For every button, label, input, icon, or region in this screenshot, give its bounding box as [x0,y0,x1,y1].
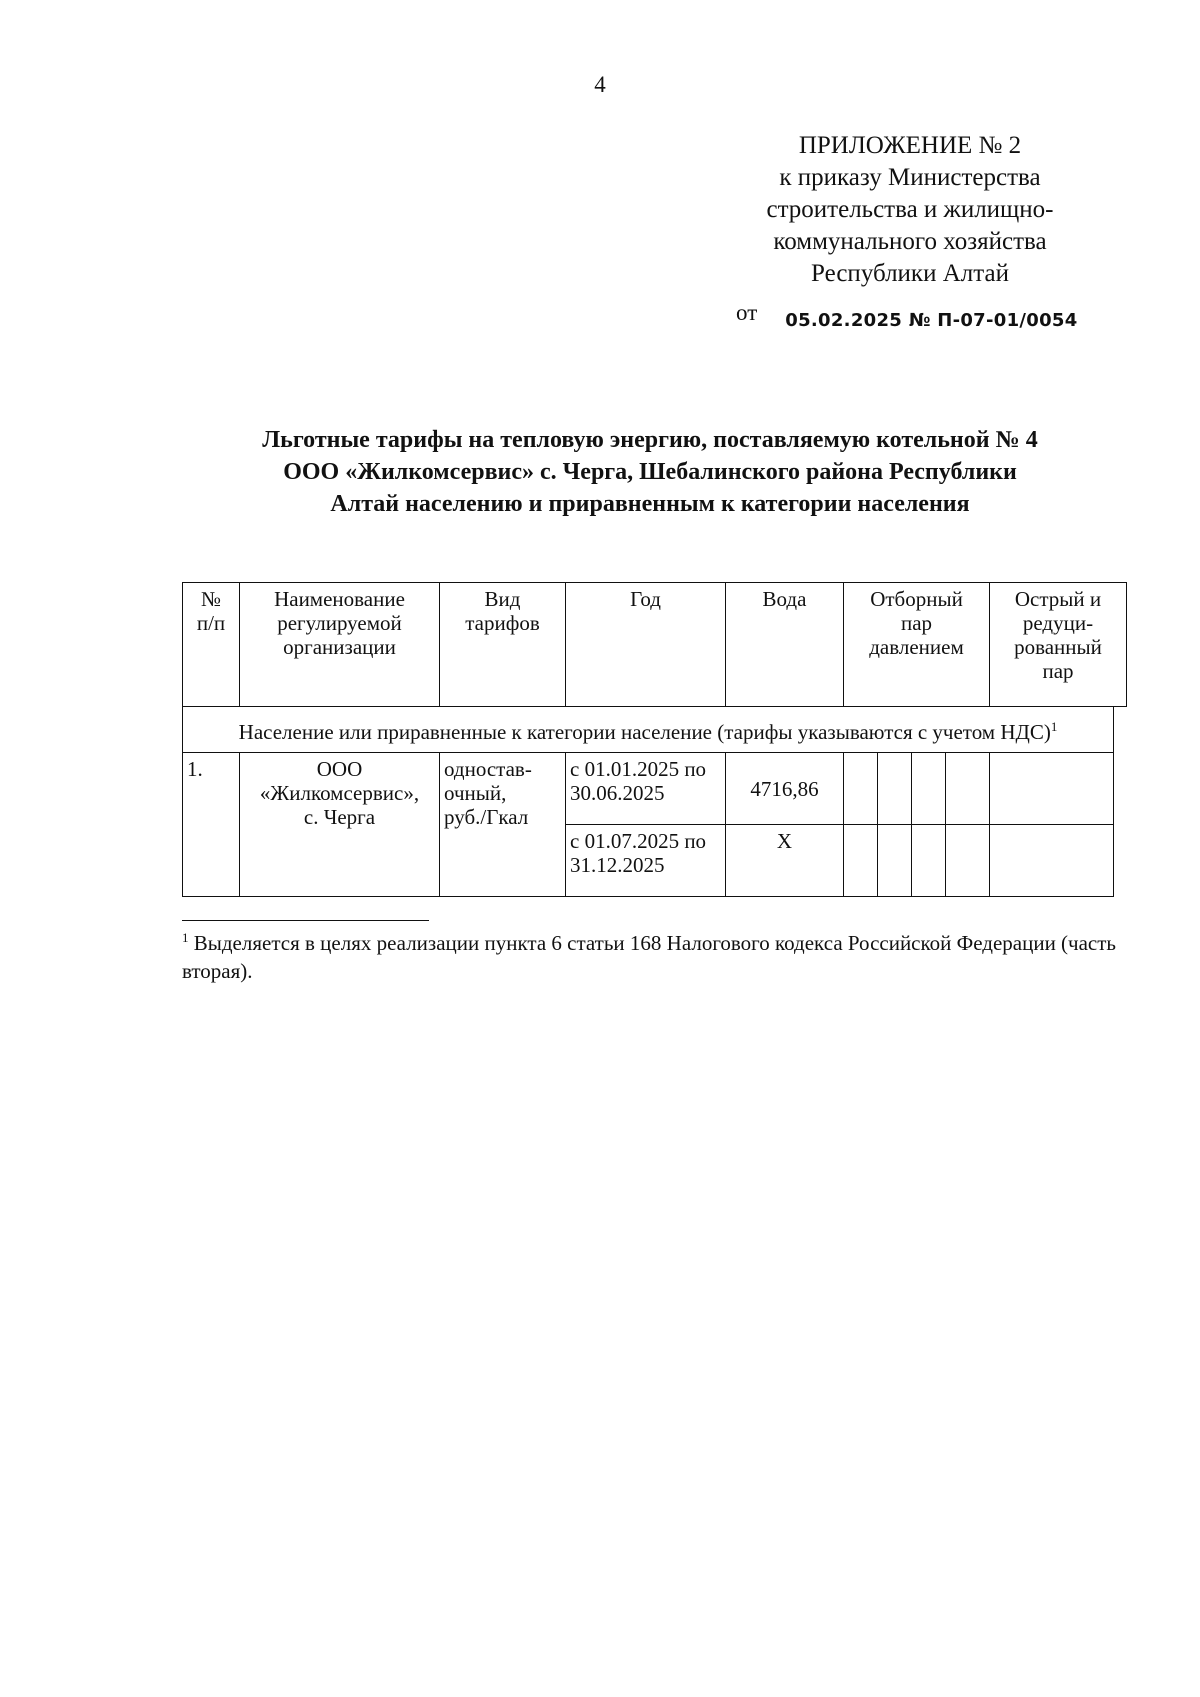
appendix-line: ПРИЛОЖЕНИЕ № 2 [798,132,1022,159]
empty-cell [946,825,990,897]
blank-cell [1114,707,1127,753]
header-organization: Наименование регулируемой организации [240,583,440,707]
header-num: № п/п [183,583,240,707]
appendix-line: строительства и жилищно- [766,196,1054,223]
footnote-mark: 1 [182,930,189,945]
header-water: Вода [726,583,844,707]
footnote-text: Выделяется в целях реализации пункта 6 статьи 168 Налогового кодекса Российской Федерации (часть вторая). [182,931,1117,983]
row-period: с 01.01.2025 по 30.06.2025 [566,753,726,825]
row-num: 1. [183,753,240,897]
appendix-header [700,130,1120,290]
section-label: Население или приравненные к категории население (тарифы указываются с учетом НДС)$^1$ [183,707,1114,753]
title-line: ООО «Жилкомсервис» с. Черга, Шебалинского района Республики [283,459,1017,485]
order-date-number: 05.02.2025 № П-07-01/0054 [785,310,1078,331]
order-date [736,300,1078,331]
appendix-line: Республики Алтай [811,260,1009,287]
document-title [170,424,1130,520]
header-selected-steam: Отборный пар давлением [844,583,990,707]
header-sharp-steam: Острый и редуци- рованный пар [990,583,1127,707]
appendix-line: к приказу Министерства [779,164,1041,191]
order-date-prefix: от [736,300,758,325]
title-line: Алтай населению и приравненным к категории населения [330,491,970,517]
table-row [183,753,1127,825]
empty-cell [990,825,1114,897]
empty-cell [912,753,946,825]
empty-cell [844,825,878,897]
footnote-divider [182,920,429,921]
empty-cell [990,753,1114,825]
header-tariff-type: Вид тарифов [440,583,566,707]
blank-cell [1114,825,1127,897]
title-line: Льготные тарифы на тепловую энергию, поставляемую котельной № 4 [262,427,1038,453]
footnote [182,924,1142,985]
header-year: Год [566,583,726,707]
appendix-line: коммунального хозяйства [773,228,1047,255]
row-water-value: Х [726,825,844,897]
empty-cell [844,753,878,825]
empty-cell [946,753,990,825]
row-tariff-type: одностав- очный, руб./Гкал [440,753,566,897]
section-row [183,707,1127,753]
section-footnote-mark: 1 [1050,719,1058,734]
row-period: с 01.07.2025 по 31.12.2025 [566,825,726,897]
page-number: 4 [594,72,606,97]
blank-cell [1114,753,1127,825]
tariff-table [182,582,1127,897]
table-header-row [183,583,1127,707]
empty-cell [878,753,912,825]
empty-cell [878,825,912,897]
row-organization: ООО «Жилкомсервис», с. Черга [240,753,440,897]
row-water-value: 4716,86 [726,753,844,825]
empty-cell [912,825,946,897]
